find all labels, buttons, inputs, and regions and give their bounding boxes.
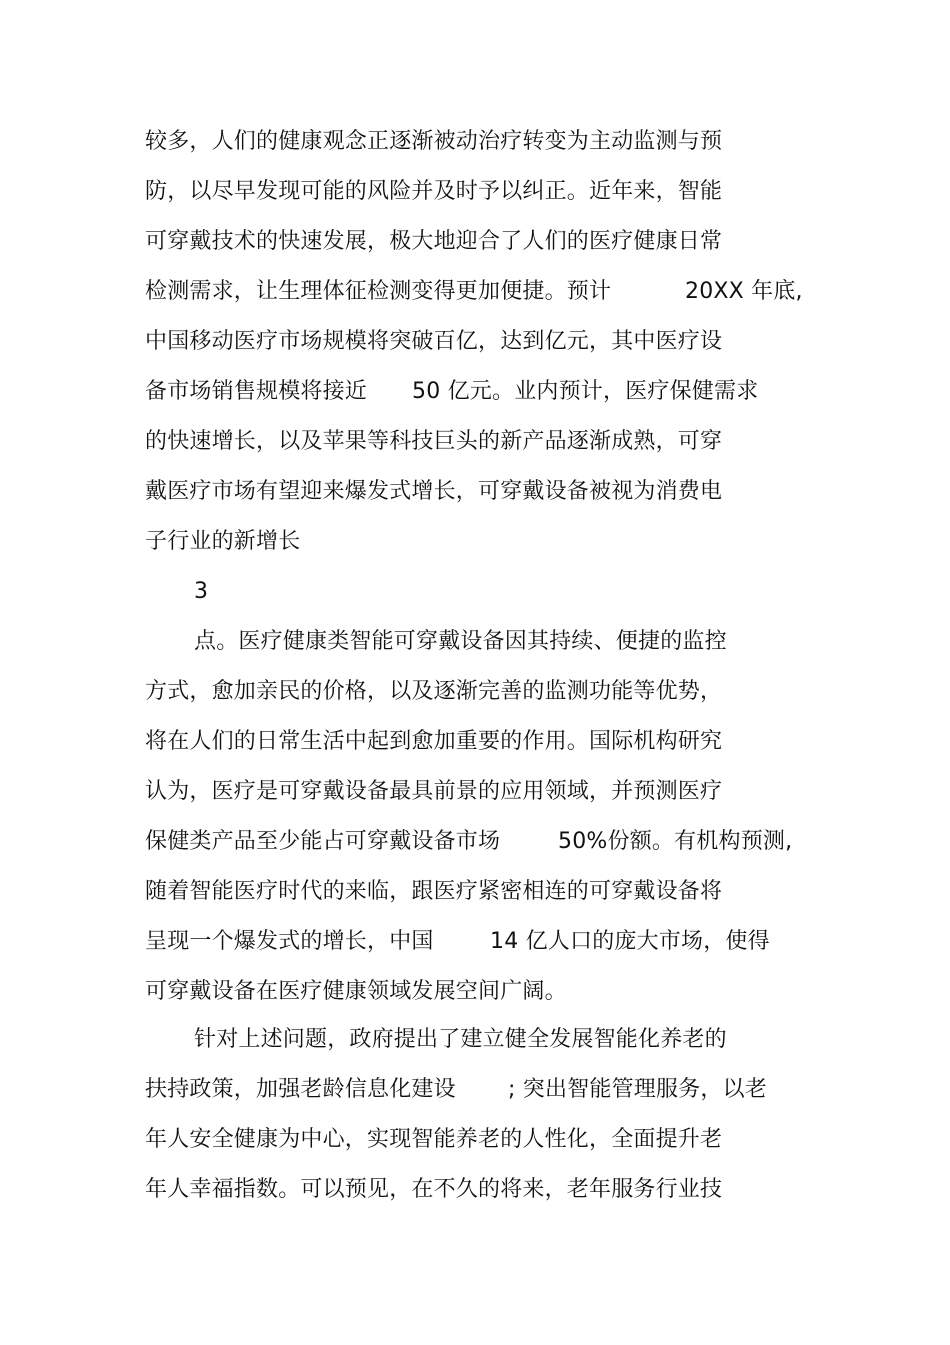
text-line: 扶持政策，加强老龄信息化建设 — [145, 1077, 456, 1102]
paragraph-start-line: 针对上述问题，政府提出了建立健全发展智能化养老的 — [194, 1027, 727, 1052]
text-line: 可穿戴技术的快速发展，极大地迎合了人们的医疗健康日常 — [145, 229, 723, 254]
text-line: 的快速增长，以及苹果等科技巨头的新产品逐渐成熟，可穿 — [145, 429, 723, 454]
text-line: 较多，人们的健康观念正逐渐被动治疗转变为主动监测与预 — [145, 129, 723, 154]
text-line: 年人幸福指数。可以预见，在不久的将来，老年服务行业技 — [145, 1177, 723, 1202]
text-line: 认为，医疗是可穿戴设备最具前景的应用领域，并预测医疗 — [145, 779, 723, 804]
paragraph-start-line: 点。医疗健康类智能可穿戴设备因其持续、便捷的监控 — [194, 629, 727, 654]
text-line: 中国移动医疗市场规模将突破百亿，达到亿元，其中医疗设 — [145, 329, 723, 354]
text-line-fragment: 14 亿人口的庞大市场，使得 — [490, 929, 770, 954]
text-line-fragment: 50%份额。有机构预测, — [558, 829, 793, 854]
text-line: 方式，愈加亲民的价格，以及逐渐完善的监测功能等优势， — [145, 679, 723, 704]
text-line-fragment: ; 突出智能管理服务，以老 — [508, 1077, 768, 1102]
text-line: 年人安全健康为中心，实现智能养老的人性化，全面提升老 — [145, 1127, 723, 1152]
text-line: 检测需求，让生理体征检测变得更加便捷。预计 — [145, 279, 612, 304]
text-line-fragment: 50 亿元。业内预计，医疗保健需求 — [412, 379, 759, 404]
text-line: 戴医疗市场有望迎来爆发式增长，可穿戴设备被视为消费电 — [145, 479, 723, 504]
text-line: 防，以尽早发现可能的风险并及时予以纠正。近年来，智能 — [145, 179, 723, 204]
text-line-fragment: 20XX 年底, — [685, 279, 803, 304]
text-line: 呈现一个爆发式的增长，中国 — [145, 929, 434, 954]
text-line: 可穿戴设备在医疗健康领域发展空间广阔。 — [145, 979, 567, 1004]
text-line: 保健类产品至少能占可穿戴设备市场 — [145, 829, 501, 854]
text-line: 将在人们的日常生活中起到愈加重要的作用。国际机构研究 — [145, 729, 723, 754]
text-line: 备市场销售规模将接近 — [145, 379, 368, 404]
footnote-number: 3 — [194, 579, 209, 604]
text-line: 子行业的新增长 — [145, 529, 301, 554]
text-line: 随着智能医疗时代的来临，跟医疗紧密相连的可穿戴设备将 — [145, 879, 723, 904]
